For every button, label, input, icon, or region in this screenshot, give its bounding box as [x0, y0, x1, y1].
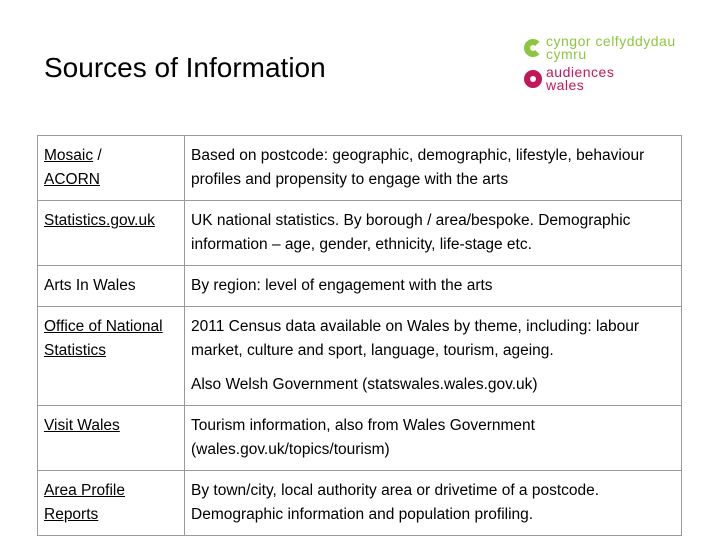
- source-link-acorn[interactable]: ACORN: [44, 171, 100, 188]
- source-cell: [38, 471, 185, 536]
- description-text: 2011 Census data available on Wales by theme, including: labour market, culture and sport, language, tourism, ageing.: [191, 318, 640, 359]
- description-cell: By town/city, local authority area or drivetime of a postcode. Demographic information and population profiling.: [185, 471, 682, 536]
- source-separator: /: [93, 147, 102, 164]
- logo-line4: wales: [546, 76, 585, 93]
- logo-line3: audiences: [546, 63, 615, 80]
- sources-table: [37, 135, 682, 536]
- logo-text-bottom: [546, 63, 615, 93]
- source-cell: [38, 307, 185, 406]
- table-row: [38, 201, 682, 266]
- source-cell: [38, 266, 185, 307]
- description-cell: Based on postcode: geographic, demographic, lifestyle, behaviour profiles and propensity to engage with the arts: [185, 136, 682, 201]
- table-row: [38, 136, 682, 201]
- page-title: Sources of Information: [44, 52, 326, 83]
- table-row: [38, 307, 682, 406]
- source-link-visit-wales[interactable]: Visit Wales: [44, 417, 120, 434]
- description-cell: [185, 307, 682, 406]
- logo-line2: cymru: [546, 45, 587, 62]
- table-row: [38, 266, 682, 307]
- table-row: [38, 406, 682, 471]
- table-row: [38, 471, 682, 536]
- logo-text-top: [546, 32, 676, 62]
- description-cell: Tourism information, also from Wales Government (wales.gov.uk/topics/tourism): [185, 406, 682, 471]
- description-cell: By region: level of engagement with the arts: [185, 266, 682, 307]
- logo: [522, 32, 676, 94]
- logo-top-row: [522, 32, 676, 63]
- source-link-statistics[interactable]: Statistics.gov.uk: [44, 212, 155, 229]
- source-link-mosaic[interactable]: Mosaic: [44, 147, 94, 164]
- source-cell: [38, 136, 185, 201]
- source-link-area-profile[interactable]: Area Profile Reports: [44, 482, 125, 523]
- source-label-arts-in-wales: Arts In Wales: [44, 277, 136, 294]
- source-cell: [38, 201, 185, 266]
- a-logo-mark-icon: [522, 68, 544, 90]
- source-link-ons[interactable]: Office of National Statistics: [44, 318, 163, 359]
- logo-line1: cyngor celfyddydau: [546, 32, 676, 49]
- description-text-2: Also Welsh Government (statswales.wales.gov.uk): [191, 376, 538, 393]
- description-cell: UK national statistics. By borough / area/bespoke. Demographic information – age, gender, ethnicity, life-stage etc.: [185, 201, 682, 266]
- logo-bottom-row: [522, 63, 672, 94]
- source-cell: [38, 406, 185, 471]
- c-logo-mark-icon: [522, 37, 544, 59]
